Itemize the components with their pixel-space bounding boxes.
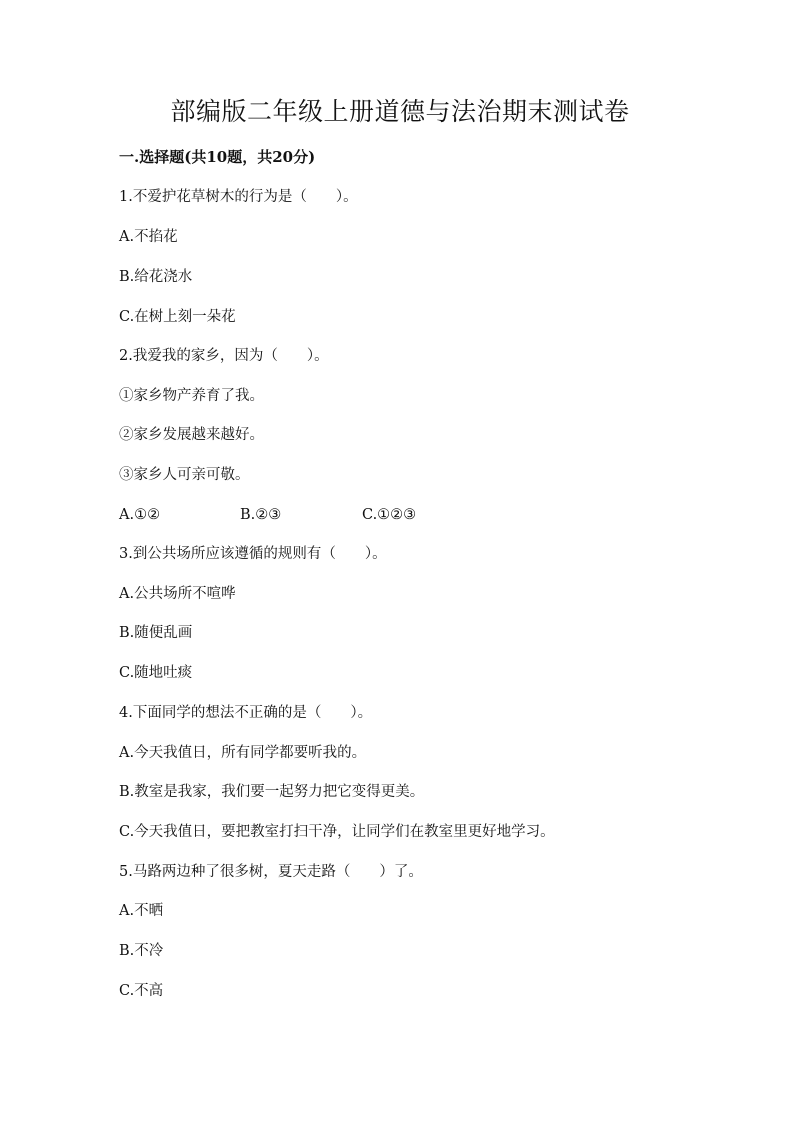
- question-3-option-b: B.随便乱画: [119, 625, 193, 641]
- question-2-option-a: A.①②: [119, 507, 161, 523]
- question-3-option-c: C.随地吐痰: [119, 665, 193, 681]
- question-2-option-b: B.②③: [240, 507, 282, 523]
- question-1-option-c: C.在树上刻一朵花: [119, 309, 236, 325]
- question-5-stem: 5.马路两边种了很多树，夏天走路（ ）了。: [119, 864, 423, 880]
- section-heading: 一.选择题(共10题，共20分): [119, 148, 316, 166]
- question-3-stem: 3.到公共场所应该遵循的规则有（ ）。: [119, 546, 387, 562]
- question-2-statement-2: ②家乡发展越来越好。: [119, 427, 264, 443]
- question-3-option-a: A.公共场所不喧哗: [119, 586, 236, 602]
- question-2-stem: 2.我爱我的家乡，因为（ ）。: [119, 348, 329, 364]
- question-2-statement-3: ③家乡人可亲可敬。: [119, 467, 250, 483]
- question-1-option-b: B.给花浇水: [119, 269, 193, 285]
- question-4-stem: 4.下面同学的想法不正确的是（ ）。: [119, 705, 373, 721]
- question-4-option-b: B.教室是我家，我们要一起努力把它变得更美。: [119, 784, 425, 800]
- question-1-option-a: A.不掐花: [119, 229, 178, 245]
- question-4-option-a: A.今天我值日，所有同学都要听我的。: [119, 745, 367, 761]
- question-5-option-a: A.不晒: [119, 903, 164, 919]
- question-4-option-c: C.今天我值日，要把教室打扫干净，让同学们在教室里更好地学习。: [119, 824, 555, 840]
- question-2-option-c: C.①②③: [362, 507, 417, 523]
- question-5-option-c: C.不高: [119, 983, 164, 999]
- page-title: 部编版二年级上册道德与法治期末测试卷: [170, 97, 630, 126]
- question-5-option-b: B.不冷: [119, 943, 164, 959]
- question-2-statement-1: ①家乡物产养育了我。: [119, 388, 264, 404]
- question-1-stem: 1.不爱护花草树木的行为是（ ）。: [119, 189, 358, 205]
